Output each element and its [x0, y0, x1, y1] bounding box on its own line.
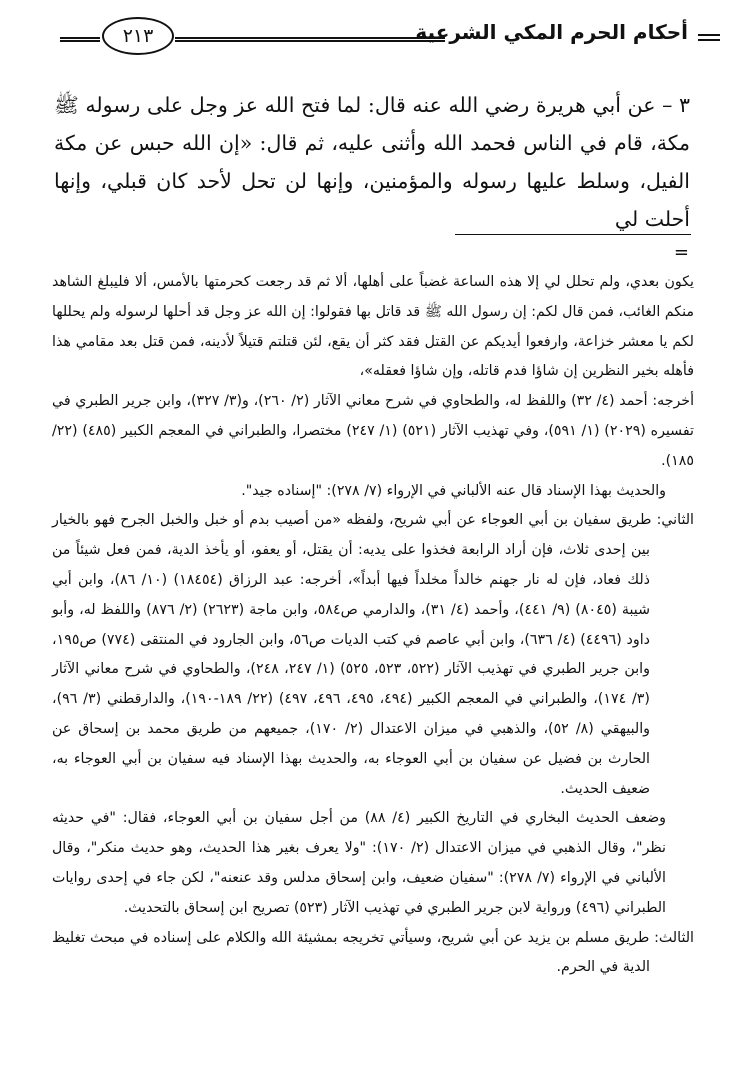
- header-double-dash-left: [60, 37, 100, 42]
- header-double-dash-right: [698, 34, 720, 41]
- footnote-paragraph-grading: والحديث بهذا الإسناد قال عنه الألباني في الإرواء (٧/ ٢٧٨): "إسناده جيد".: [241, 482, 666, 499]
- footnotes: [52, 268, 694, 983]
- header-double-rule: [175, 37, 445, 42]
- hadith-paragraph: ٣ – عن أبي هريرة رضي الله عنه قال: لما فتح الله عز وجل على رسوله ﷺ مكة، قام في الناس فحمد الله وأثنى عليه، ثم قال: «إن الله حبس عن مكة الفيل، وسلط عليها رسوله والمؤمنين، وإنها لن تحل لأحد كان قبلي، وإنها أحلت لي: [54, 93, 690, 231]
- page-number-badge: ٢١٣: [102, 17, 174, 55]
- footnote-paragraph-second-route: الثاني: طريق سفيان بن أبي العوجاء عن أبي شريح، ولفظه «من أصيب بدم أو خبل والخبل الجرح فهو بالخيار بين إحدى ثلاث، فإن أراد الرابعة فخذوا على يديه: أن يقتل، أو يعفو، أو يأخذ الدية، فمن فعل شيئاً من ذلك فعاد، فإن له نار جهنم خالداً مخلداً فيها أبداً»، أخرجه: عبد الرزاق (١٨٤٥٤) (١٠/ ٨٦)، وابن أبي شيبة (٨٠٤٥) (٩/ ٤٤١)، وأحمد (٤/ ٣١)، والدارمي ص٥٨٤، وابن ماجة (٢٦٢٣) (٢/ ٨٧٦) واللفظ له، وأبو داود (٤٤٩٦) (٤/ ٦٣٦)، وابن أبي عاصم في كتب الديات ص٥٦، وابن الجارود في المنتقى (٧٧٤) ص١٩٥، وابن جرير الطبري في تهذيب الآثار (٥٢٢، ٥٢٣، ٥٢٥) (١/ ٢٤٧، ٢٤٨)، والطحاوي في شرح معاني الآثار (٣/ ١٧٤)، والطبراني في المعجم الكبير (٤٩٤، ٤٩٥، ٤٩٦، ٤٩٧) (٢٢/ ١٨٩-١٩٠)، والدارقطني (٣/ ٩٦)، والبيهقي (٨/ ٥٢)، والذهبي في ميزان الاعتدال (٢/ ١٧٠)، جميعهم من طريق محمد بن إسحاق عن الحارث بن فضيل عن سفيان بن أبي العوجاء به، والحديث بهذا الإسناد فيه سفيان بن أبي العوجاء به، ضعيف الحديث.: [52, 512, 694, 797]
- main-body-text: [54, 86, 690, 238]
- footnote-continuation-mark: =: [673, 242, 689, 263]
- footnote-separator: [455, 234, 691, 235]
- footnote-paragraph-third-route: الثالث: طريق مسلم بن يزيد عن أبي شريح، وسيأتي تخريجه بمشيئة الله والكلام على إسناده في مبحث تغليظ الدية في الحرم.: [52, 929, 694, 976]
- book-title: أحكام الحرم المكي الشرعية: [415, 20, 688, 44]
- footnote-paragraph-takhrij: أخرجه: أحمد (٤/ ٣٢) واللفظ له، والطحاوي في شرح معاني الآثار (٢/ ٢٦٠)، و(٣/ ٣٢٧)، وابن جرير الطبري في تفسيره (٢٠٢٩) (١/ ٥٩١)، وفي تهذيب الآثار (٥٢١) (١/ ٢٤٧) مختصرا، والطبراني في المعجم الكبير (٤٨٥) (٢٢/ ١٨٥).: [52, 393, 695, 469]
- running-header: [60, 14, 720, 54]
- footnote-paragraph-weakness: وضعف الحديث البخاري في التاريخ الكبير (٤/ ٨٨) من أجل سفيان بن أبي العوجاء، فقال: "في حديثه نظر"، وقال الذهبي في ميزان الاعتدال (٢/ ١٧٠): "ولا يعرف بغير هذا الحديث، وهو حديث منكر"، وقال الألباني في الإرواء (٧/ ٢٧٨): "سفيان ضعيف، وابن إسحاق مدلس وقد عنعنه"، لكن جاء في إحدى روايات الطبراني (٤٩٦) ورواية لابن جرير الطبري في تهذيب الآثار (٥٢٣) تصريح ابن إسحاق بالتحديث.: [52, 810, 666, 916]
- footnote-paragraph-hadith-continuation: يكون بعدي، ولم تحلل لي إلا هذه الساعة غضباً على أهلها، ألا ثم قد رجعت كحرمتها بالأمس، ألا فليبلغ الشاهد منكم الغائب، فمن قال لكم: إن رسول الله ﷺ قد قاتل بها فقولوا: إن الله عز وجل قد أحلها لرسوله ولم يحللها لكم يا معشر خزاعة، وارفعوا أيديكم عن القتل فقد كثر أن يقع، لئن قتلتم قتيلاً لأدينه، فمن قتل بعد مقامي هذا فأهله بخير النظرين إن شاؤا فدم قاتله، وإن شاؤا فعقله»،: [52, 274, 694, 380]
